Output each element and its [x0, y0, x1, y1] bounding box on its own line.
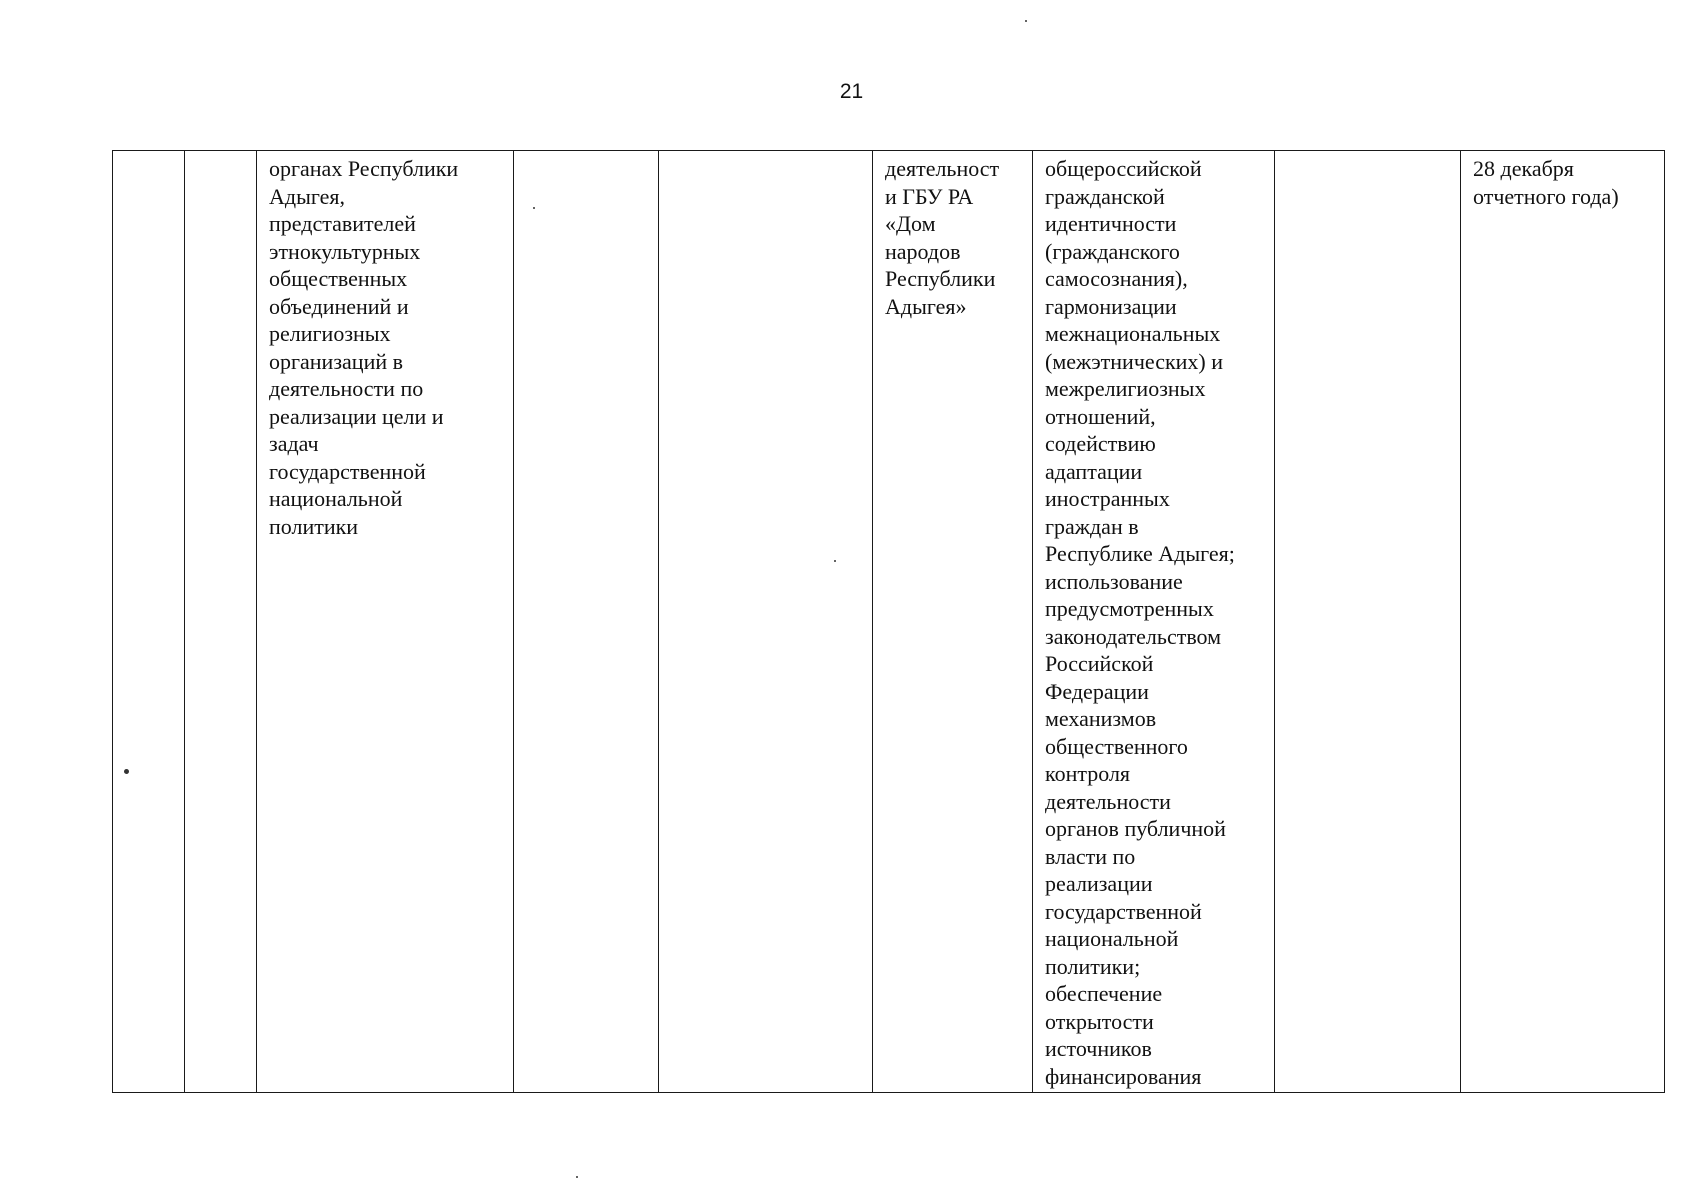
table-cell-deadline: 28 декабря отчетного года) — [1461, 151, 1665, 1093]
scan-speck — [834, 560, 836, 562]
table-cell-col1 — [113, 151, 185, 1093]
scan-speck — [124, 769, 129, 774]
scan-speck — [533, 207, 535, 209]
page-number: 21 — [839, 80, 864, 103]
table-row — [113, 151, 1665, 1093]
table-cell-col2 — [185, 151, 257, 1093]
table-cell-participants: органах Республики Адыгея, представителей этнокультурных общественных объединений и религиозных организаций в деятельности по реализации цели и задач государственной национальной политики — [257, 151, 514, 1093]
scan-speck — [576, 1176, 578, 1178]
table-cell-col5 — [659, 151, 873, 1093]
table-cell-col4 — [514, 151, 659, 1093]
table-cell-executor: деятельност и ГБУ РА «Дом народов Республики Адыгея» — [873, 151, 1033, 1093]
table-cell-col8 — [1275, 151, 1461, 1093]
scan-speck — [1025, 20, 1027, 22]
table-cell-description: общероссийской гражданской идентичности (гражданского самосознания), гармонизации межнациональных (межэтнических) и межрелигиозных отношений, содействию адаптации иностранных граждан в Республике Адыгея; использование предусмотренных законодательством Российской Федерации механизмов общественного контроля деятельности органов публичной власти по реализации государственной национальной политики; обеспечение открытости источников финансирования — [1033, 151, 1275, 1093]
plan-table — [112, 150, 1665, 1093]
